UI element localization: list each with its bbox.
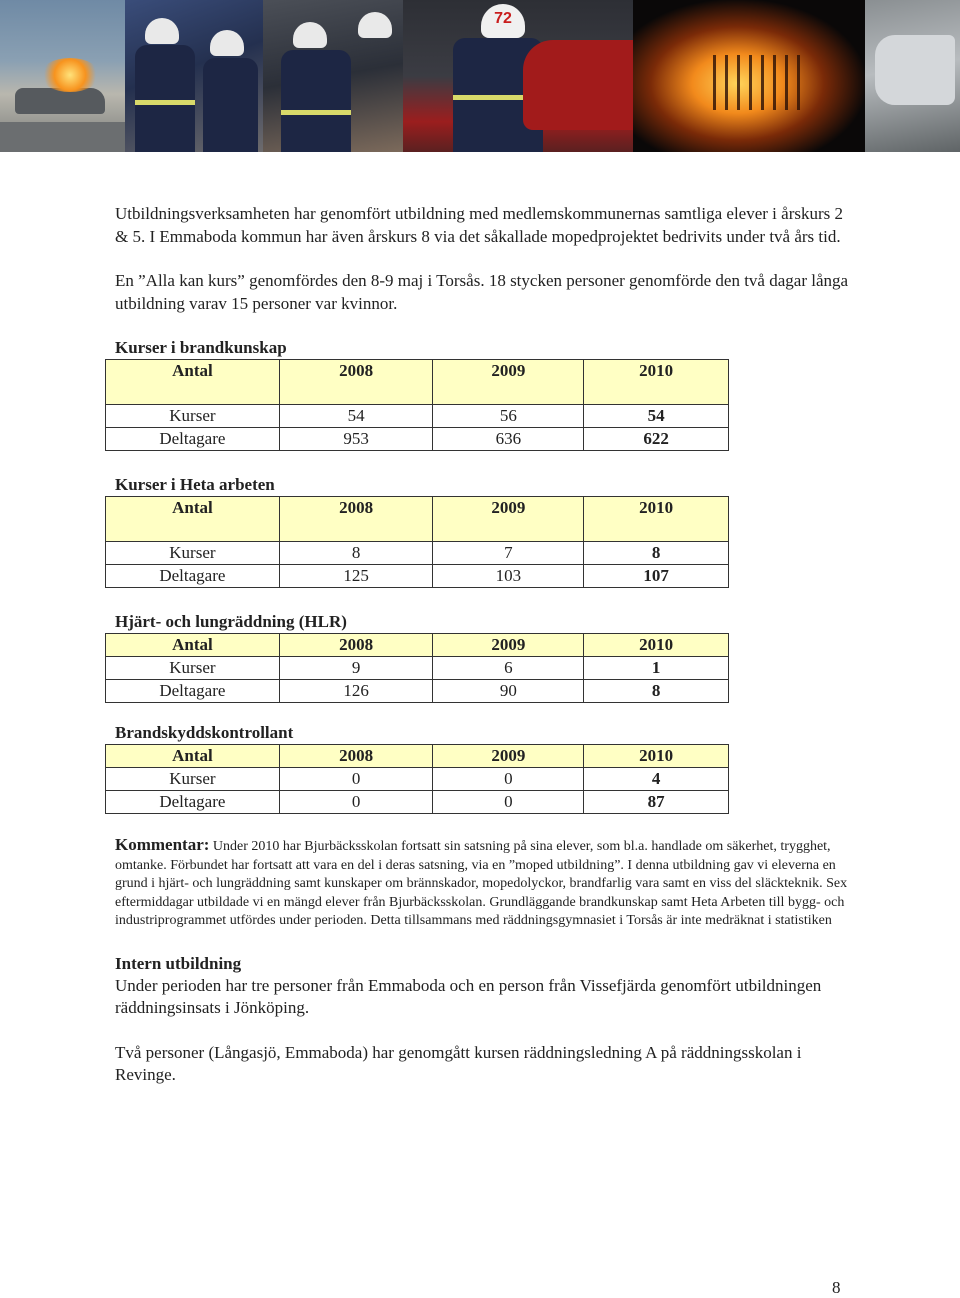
comment-text: Under 2010 har Bjurbäcksskolan fortsatt sin satsning på sina elever, som bl.a. handlade om säkerhet, trygghet, omtanke. Förbundet har fortsatt att vara en del i deras satsning, via en ”moped utbildning”. I denna utbildning gav vi eleverna en grund i hjärt- och lungräddning samt kunskaper om brännskador, mopedolyckor, brandfarlig vara samt en viss del släckteknik. Sex eftermiddagar utbildade vi en mängd elever från Bjurbäcksskolan. Grundläggande brandkunskap samt Heta Arbeten till bygg- och industriprogrammet utfördes under perioden. Detta tillsammans med räddningsgymnasiet i Torsås är inte medräknat i statistiken xyxy=(115,839,848,928)
table-cell: 4 xyxy=(584,768,729,791)
reflective-stripe xyxy=(281,110,351,115)
table-title: Brandskyddskontrollant xyxy=(115,723,294,742)
jacket-shape xyxy=(203,58,258,152)
table-title: Kurser i Heta arbeten xyxy=(115,475,275,494)
table-row xyxy=(106,542,729,565)
header-cell: 2010 xyxy=(584,497,729,542)
table-row xyxy=(106,768,729,791)
stats-table xyxy=(105,496,729,588)
row-label: Kurser xyxy=(106,542,280,565)
header-cell: 2009 xyxy=(433,360,584,405)
table-cell: 622 xyxy=(584,428,729,451)
header-cell: 2009 xyxy=(433,634,584,657)
table-cell: 54 xyxy=(279,405,433,428)
helmet-shape xyxy=(293,22,327,48)
table-row xyxy=(106,657,729,680)
reflective-stripe xyxy=(135,100,195,105)
table-cell: 56 xyxy=(433,405,584,428)
table-header-row xyxy=(106,497,729,542)
table-cell: 8 xyxy=(279,542,433,565)
table-row xyxy=(106,405,729,428)
table-cell: 0 xyxy=(433,768,584,791)
stats-table xyxy=(105,359,729,451)
table-cell: 0 xyxy=(279,791,433,814)
table-cell: 125 xyxy=(279,565,433,588)
page-content xyxy=(115,203,855,1087)
table-cell: 126 xyxy=(279,680,433,703)
header-cell: 2008 xyxy=(279,745,433,768)
table-header-row xyxy=(106,634,729,657)
red-car-shape xyxy=(523,40,633,130)
page-number: 8 xyxy=(832,1278,841,1297)
crashed-car-photo xyxy=(865,0,960,152)
row-label: Kurser xyxy=(106,768,280,791)
helmet-shape xyxy=(358,12,392,38)
table-cell: 0 xyxy=(433,791,584,814)
row-label: Deltagare xyxy=(106,565,280,588)
header-cell: Antal xyxy=(106,745,280,768)
intern-title: Intern utbildning xyxy=(115,953,242,973)
table-row xyxy=(106,565,729,588)
table-cell: 0 xyxy=(279,768,433,791)
table-cell: 1 xyxy=(584,657,729,680)
comment-label: Kommentar: xyxy=(115,835,210,854)
header-cell: 2009 xyxy=(433,497,584,542)
table-cell: 953 xyxy=(279,428,433,451)
table-header-row xyxy=(106,745,729,768)
intern-section xyxy=(115,953,855,1087)
header-cell: 2008 xyxy=(279,497,433,542)
header-cell: 2008 xyxy=(279,360,433,405)
header-cell: 2010 xyxy=(584,360,729,405)
table-cell: 8 xyxy=(584,680,729,703)
header-cell: 2010 xyxy=(584,745,729,768)
header-cell: Antal xyxy=(106,360,280,405)
helmet-number: 72 xyxy=(481,4,525,38)
table-section-brandkunskap xyxy=(115,337,855,451)
table-row xyxy=(106,428,729,451)
helmet-shape xyxy=(210,30,244,56)
table-section-brandskyddskontrollant xyxy=(115,722,855,814)
header-cell: 2010 xyxy=(584,634,729,657)
row-label: Deltagare xyxy=(106,428,280,451)
table-cell: 54 xyxy=(584,405,729,428)
burning-house-photo xyxy=(633,0,865,152)
helmet-shape xyxy=(145,18,179,44)
table-cell: 107 xyxy=(584,565,729,588)
table-cell: 87 xyxy=(584,791,729,814)
fire-shape xyxy=(40,58,100,92)
jacket-shape xyxy=(281,50,351,152)
table-cell: 636 xyxy=(433,428,584,451)
table-title: Kurser i brandkunskap xyxy=(115,338,287,357)
stats-table xyxy=(105,744,729,814)
car-shape xyxy=(15,88,105,114)
row-label: Deltagare xyxy=(106,680,280,703)
header-cell: Antal xyxy=(106,634,280,657)
intern-paragraph-1: Under perioden har tre personer från Emmaboda och en person från Vissefjärda genomfört utbildningen räddningsinsats i Jönköping. xyxy=(115,975,822,1017)
header-cell: 2008 xyxy=(279,634,433,657)
table-header-row xyxy=(106,360,729,405)
row-label: Kurser xyxy=(106,405,280,428)
intro-paragraph-1: Utbildningsverksamheten har genomfört utbildning med medlemskommunernas samtliga elever i årskurs 2 & 5. I Emmaboda kommun har även årskurs 8 via det såkallade mopedprojektet bedrivits under två års tid. xyxy=(115,204,844,246)
car-fire-photo xyxy=(0,0,125,152)
firefighter-helmet-12-photo xyxy=(403,0,633,152)
table-cell: 90 xyxy=(433,680,584,703)
header-cell: Antal xyxy=(106,497,280,542)
table-cell: 103 xyxy=(433,565,584,588)
table-title: Hjärt- och lungräddning (HLR) xyxy=(115,612,347,631)
stats-table xyxy=(105,633,729,703)
jacket-shape xyxy=(135,45,195,152)
table-cell: 6 xyxy=(433,657,584,680)
header-cell: 2009 xyxy=(433,745,584,768)
row-label: Kurser xyxy=(106,657,280,680)
table-section-hlr xyxy=(115,611,855,703)
table-section-heta-arbeten xyxy=(115,474,855,588)
table-row xyxy=(106,680,729,703)
table-cell: 7 xyxy=(433,542,584,565)
table-cell: 8 xyxy=(584,542,729,565)
roof-frame-shape xyxy=(713,55,803,110)
table-cell: 9 xyxy=(279,657,433,680)
road xyxy=(0,122,125,152)
intern-paragraph-2: Två personer (Långasjö, Emmaboda) har genomgått kursen räddningsledning A på räddningsskolan i Revinge. xyxy=(115,1042,802,1084)
intro-paragraph-2: En ”Alla kan kurs” genomfördes den 8-9 maj i Torsås. 18 stycken personer genomförde den två dagar långa utbildning varav 15 personer var kvinnor. xyxy=(115,271,849,313)
photo-banner xyxy=(0,0,960,152)
firefighters-rescue-photo xyxy=(125,0,263,152)
crashed-car-shape xyxy=(875,35,955,105)
firefighters-stretcher-photo xyxy=(263,0,403,152)
table-row xyxy=(106,791,729,814)
comment-paragraph xyxy=(115,836,855,931)
row-label: Deltagare xyxy=(106,791,280,814)
